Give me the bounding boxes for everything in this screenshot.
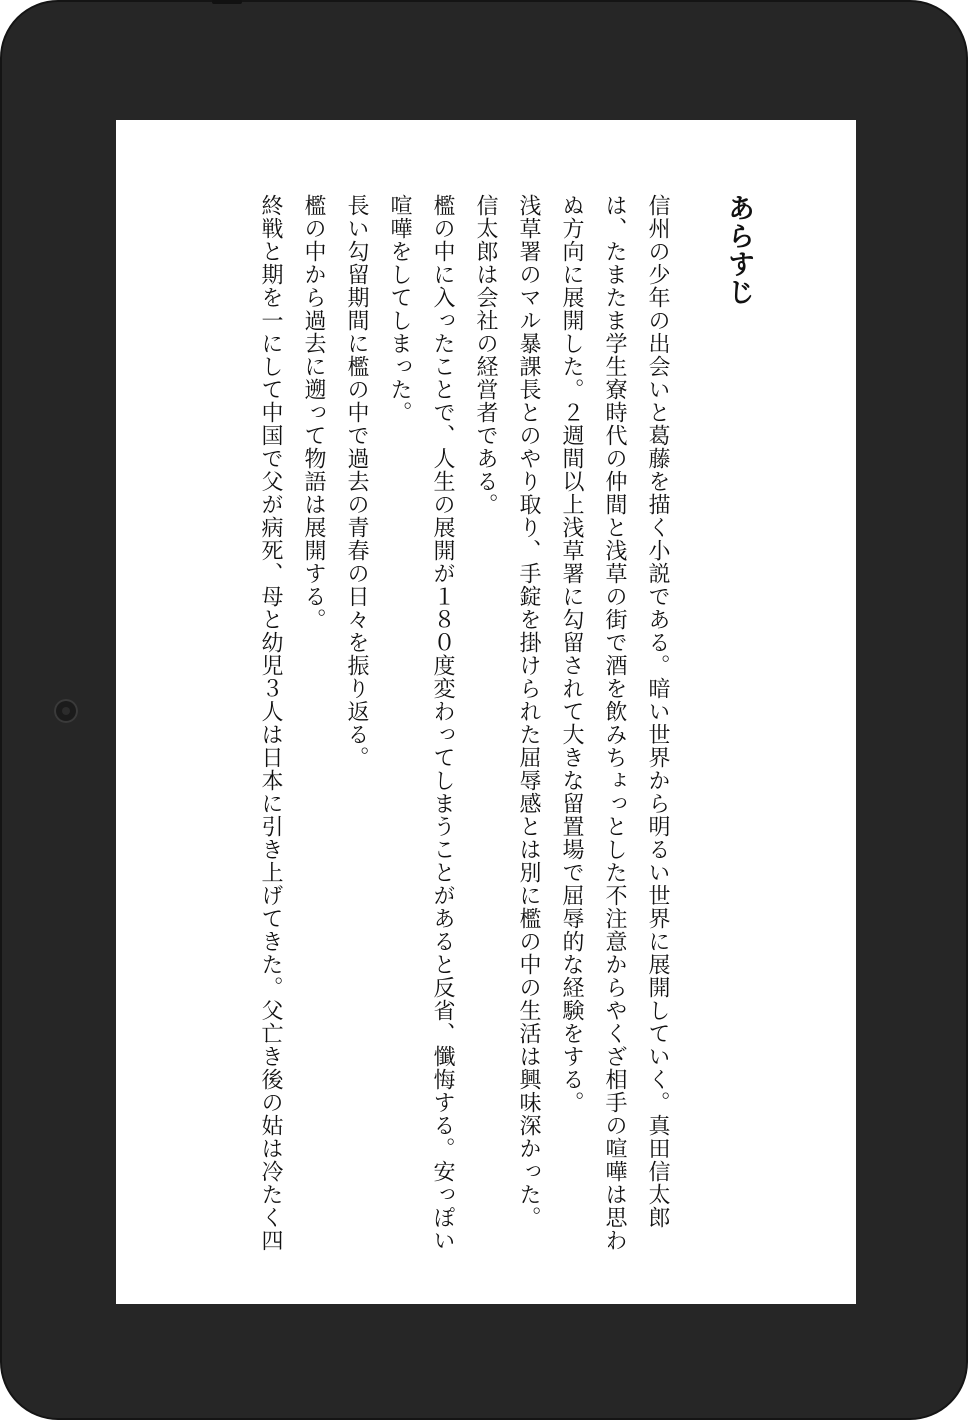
paragraph-3: 信太郎は会社の経営者である。	[473, 194, 498, 516]
chapter-title: あらすじ	[723, 194, 754, 306]
paragraph-1: 信州の少年の出会いと葛藤を描く小説である。暗い世界から明るい世界に展開していく。真田信太郎は、たまたま学生寮時代の仲間と浅草の街で酒を飲みちょっとした不注意からやくざ相手の喧嘩は思わぬ方向に展開した。２週間以上浅草署に勾留されて大きな留置場で屈辱的な経験をする。	[559, 194, 670, 1252]
paragraph-4: 檻の中に入ったことで、人生の展開が１８０度変わってしまうことがあると反省、懺悔する。安っぽい喧嘩をしてしまった。	[387, 194, 455, 1252]
paragraph-5: 長い勾留期間に檻の中で過去の青春の日々を振り返る。	[344, 194, 369, 769]
paragraph-2: 浅草署のマル暴課長とのやり取り、手錠を掛けられた屈辱感とは別に檻の中の生活は興味深かった。	[516, 194, 541, 1229]
paragraph-7: 終戦と期を一にして中国で父が病死、母と幼児３人は日本に引き上げてきた。父亡き後の姑は冷たく四	[258, 194, 283, 1252]
paragraph-6: 檻の中から過去に遡って物語は展開する。	[301, 194, 326, 631]
book-page	[249, 194, 760, 1254]
reader-screen[interactable]	[116, 120, 856, 1304]
camera-icon	[54, 699, 78, 723]
power-button[interactable]	[212, 0, 242, 4]
